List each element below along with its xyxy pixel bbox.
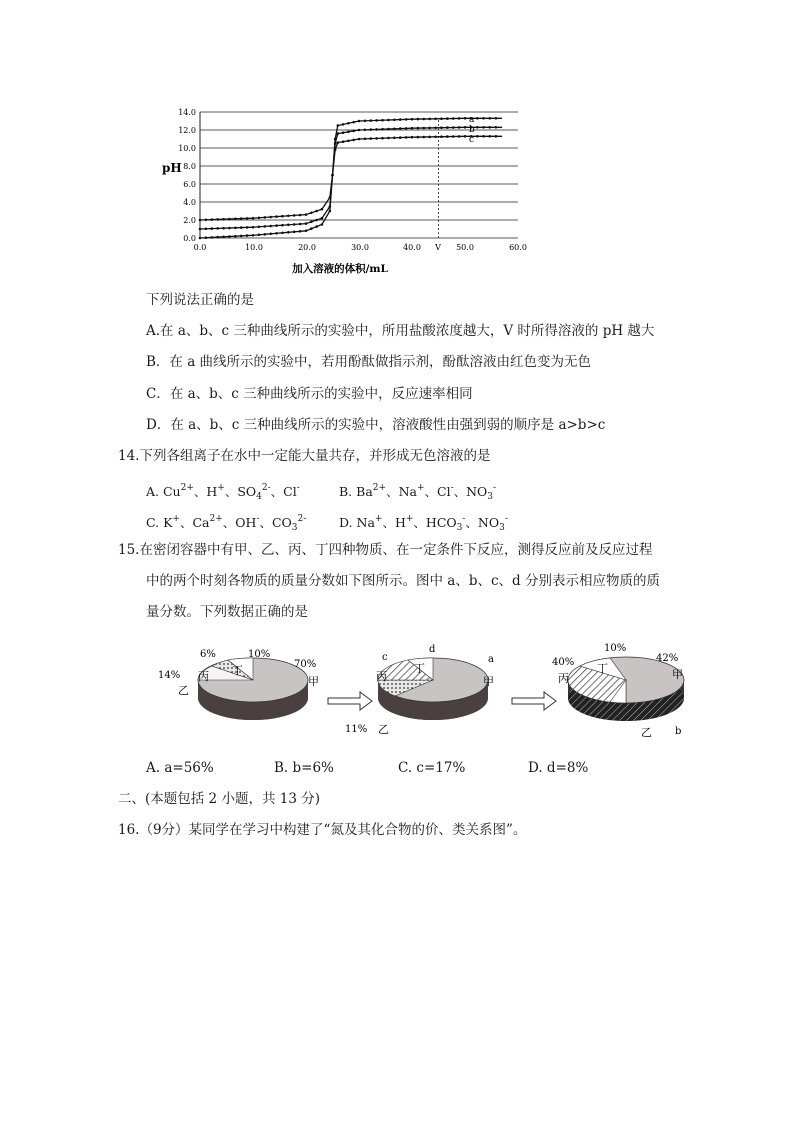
curve-b-point: [222, 227, 225, 230]
curve-b-point: [275, 224, 278, 227]
curve-c-point: [246, 217, 249, 220]
curve-b-point: [321, 217, 324, 220]
y-tick-label: 10.0: [178, 144, 196, 153]
curve-a-point: [199, 237, 202, 240]
curve-c-point: [275, 215, 278, 218]
curve-b-point: [281, 224, 284, 227]
pie1-label-ding: 丁: [232, 664, 243, 677]
curve-a-point: [446, 117, 449, 120]
curve-b-point: [263, 225, 266, 228]
curve-a-point: [417, 118, 420, 121]
curve-c-point: [364, 138, 367, 141]
y-tick-label: 4.0: [183, 198, 196, 207]
curve-a-point: [428, 118, 431, 121]
curve-a-point: [315, 225, 318, 228]
pie2-pct-yi: 11%: [345, 724, 368, 735]
curve-b-point: [199, 228, 202, 231]
curve-b-point: [393, 128, 396, 131]
curve-a-point: [352, 121, 355, 124]
curve-c-point: [393, 137, 396, 140]
curve-c-point: [387, 137, 390, 140]
pie2-label-a: a: [488, 654, 494, 665]
curve-a-point: [364, 120, 367, 123]
x-tick-label: 10.0: [245, 243, 263, 252]
curve-a-point: [205, 236, 208, 239]
curve-a-point: [216, 236, 219, 239]
curve-b-point: [440, 126, 443, 129]
curve-c-point: [287, 215, 290, 218]
q14-option-d: D. Na+、H+、$HCO_3^-$、$NO_3^-$: [339, 514, 508, 533]
curve-b-point: [464, 126, 467, 129]
pie2-label-d: d: [429, 644, 436, 655]
chart-curves: [199, 117, 502, 239]
x-tick-label: 60.0: [509, 243, 527, 252]
curve-a-point: [482, 117, 485, 120]
q15-option-c: C. c=17%: [398, 760, 466, 776]
curve-a-point: [299, 230, 302, 233]
q15-stem-line3: 量分数。下列数据正确的是: [146, 604, 308, 620]
curve-c-point: [347, 140, 350, 143]
curve-a-point: [387, 119, 390, 122]
curve-a-point: [287, 231, 290, 234]
q14-option-a: A. $Cu^{2+}$、H+、$SO_4^{2-}$、Cl-: [146, 483, 300, 502]
pie-3: [552, 643, 684, 739]
curve-a-point: [228, 235, 231, 238]
curve-a-point: [275, 232, 278, 235]
pie3-label-ding: 丁: [597, 662, 608, 675]
curve-b-point: [381, 128, 384, 131]
q13-stem: 下列说法正确的是: [146, 292, 254, 308]
curve-a-point: [321, 223, 324, 226]
curve-b-point: [375, 128, 378, 131]
pie1-pct-bing: 6%: [200, 649, 216, 660]
curve-c-point: [210, 218, 213, 221]
curve-b-point: [434, 127, 437, 130]
curve-a-point: [240, 235, 243, 238]
curve-c-point: [228, 218, 231, 221]
curve-b-point: [364, 129, 367, 132]
curve-b-point: [228, 227, 231, 230]
curve-b-point: [315, 219, 318, 222]
curve-b-point: [458, 126, 461, 129]
curve-c-point: [205, 219, 208, 222]
pie-charts-figure: [150, 638, 700, 750]
curve-b-point: [246, 226, 249, 229]
pie2-label-ding: 丁: [414, 662, 425, 675]
pie1-pct-yi: 14%: [158, 670, 181, 681]
curve-c-point: [352, 139, 355, 142]
q16-stem: 16.（9分）某同学在学习中构建了“氮及其化合物的价、类关系图”。: [118, 822, 527, 838]
curve-a-point: [246, 234, 249, 237]
curve-b-point: [240, 226, 243, 229]
x-axis-label: 加入溶液的体积/mL: [292, 263, 388, 275]
curve-c-point: [488, 135, 491, 138]
q15-stem-line2: 中的两个时刻各物质的质量分数如下图所示。图中 a、b、c、d 分别表示相应物质的质: [146, 573, 660, 589]
curve-b-point: [342, 131, 345, 134]
curve-c-point: [381, 137, 384, 140]
curve-c-point: [495, 135, 498, 138]
curve-a-point: [434, 118, 437, 121]
curve-a-point: [358, 120, 361, 123]
pie2-label-yi: 乙: [378, 723, 389, 736]
v-marker-label: V: [435, 243, 441, 252]
q15-option-b: B. b=6%: [274, 760, 334, 776]
section-2-heading: 二、(本题包括 2 小题，共 13 分): [118, 791, 320, 807]
curve-c-point: [434, 136, 437, 139]
curve-a-point: [263, 233, 266, 236]
curve-c-point: [321, 208, 324, 211]
q14-option-c: C. K+、$Ca^{2+}$、OH-、$CO_3^{2-}$: [146, 514, 307, 533]
q14-stem: 14.下列各组离子在水中一定能大量共存，并形成无色溶液的是: [118, 448, 491, 464]
q15-option-a: A. a=56%: [146, 760, 214, 776]
curve-b-point: [287, 224, 290, 227]
curve-b-point: [310, 221, 313, 224]
q14-option-b: B. $Ba^{2+}$、Na+、Cl-、$NO_3^-$: [339, 483, 497, 502]
y-tick-label: 8.0: [183, 162, 196, 171]
pie3-pct-bing: 40%: [552, 657, 575, 668]
curve-c-point: [422, 136, 425, 139]
curve-c-point: [342, 140, 345, 143]
curve-a-point: [452, 117, 455, 120]
curve-c-point: [240, 217, 243, 220]
curve-c-point: [375, 137, 378, 140]
curve-b-point: [269, 225, 272, 228]
curve-b-point: [210, 227, 213, 230]
curve-label-b: b: [469, 125, 475, 135]
x-tick-label: 30.0: [351, 243, 369, 252]
curve-a-point: [281, 232, 284, 235]
pie2-label-jia: 甲: [483, 675, 494, 688]
curve-b-point: [399, 127, 402, 130]
curve-b-point: [329, 205, 332, 208]
curve-c-point: [281, 215, 284, 218]
curve-a-point: [234, 235, 237, 238]
curve-a-point: [337, 124, 340, 127]
x-tick-label: 50.0: [456, 243, 474, 252]
curve-c-point: [269, 216, 272, 219]
x-tick-label: 40.0: [403, 243, 421, 252]
pie1-label-yi: 乙: [178, 684, 189, 697]
y-tick-label: 12.0: [178, 126, 196, 135]
pie3-pct-ding: 10%: [604, 643, 627, 654]
pie3-label-bing: 丙: [558, 672, 569, 685]
curve-b-point: [347, 131, 350, 134]
arrow-2: [512, 692, 556, 710]
curve-a-point: [305, 230, 308, 233]
x-tick-label: 0.0: [193, 243, 207, 252]
curve-c-point: [458, 135, 461, 138]
curve-b-point: [337, 132, 340, 135]
curve-c-point: [464, 135, 467, 138]
curve-a-point: [369, 119, 372, 122]
y-tick-label: 0.0: [183, 234, 196, 243]
curve-a-point: [381, 119, 384, 122]
q13-option-c: C．在 a、b、c 三种曲线所示的实验中，反应速率相同: [146, 386, 473, 402]
curve-c-point: [252, 217, 255, 220]
curve-b-point: [488, 126, 491, 129]
curve-a-point: [488, 117, 491, 120]
curve-b-point: [476, 126, 479, 129]
curve-c-point: [293, 214, 296, 217]
pie1-pct-jia: 70%: [294, 659, 317, 670]
curve-a-point: [342, 123, 345, 126]
curve-c-point: [428, 136, 431, 139]
q15-stem-line1: 15.在密闭容器中有甲、乙、丙、丁四种物质、在一定条件下反应，测得反应前及反应过程: [118, 542, 653, 558]
curve-c-point: [258, 217, 261, 220]
curve-b-point: [258, 226, 261, 229]
curve-b-point: [299, 223, 302, 226]
curve-b-point: [334, 142, 337, 145]
x-tick-label: 20.0: [298, 243, 316, 252]
curve-c-point: [234, 218, 237, 221]
curve-a-point: [411, 118, 414, 121]
curve-b-point: [411, 127, 414, 130]
curve-a-point: [495, 117, 498, 120]
curve-c-point: [417, 136, 420, 139]
curve-c-point: [482, 135, 485, 138]
curve-a-point: [347, 122, 350, 125]
pie2-label-c: c: [382, 652, 388, 663]
curve-a-point: [440, 117, 443, 120]
q13-option-a: A.在 a、b、c 三种曲线所示的实验中，所用盐酸浓度越大，V 时所得溶液的 pH 越大: [146, 323, 655, 339]
curve-b-point: [234, 227, 237, 230]
curve-a-point: [399, 118, 402, 121]
curve-c-point: [263, 216, 266, 219]
curve-b-point: [452, 126, 455, 129]
pie-2: [345, 644, 494, 736]
curve-a-point: [222, 236, 225, 239]
curve-a-point: [293, 231, 296, 234]
curve-c-point: [337, 141, 340, 144]
curve-c-point: [452, 135, 455, 138]
curve-a-point: [210, 236, 213, 239]
curve-c-point: [315, 210, 318, 213]
pie3-label-yi: 乙: [641, 726, 652, 739]
curve-c-point: [216, 218, 219, 221]
curve-b-point: [293, 223, 296, 226]
y-tick-label: 6.0: [183, 180, 196, 189]
curve-c-point: [310, 212, 313, 215]
curve-a-point: [422, 118, 425, 121]
q13-option-b: B．在 a 曲线所示的实验中，若用酚酞做指示剂，酚酞溶液由红色变为无色: [146, 354, 592, 370]
curve-b-point: [252, 226, 255, 229]
curve-c-point: [399, 136, 402, 139]
pie2-label-bing: 丙: [376, 670, 387, 683]
curve-a-point: [258, 234, 261, 237]
curve-a-point: [310, 227, 313, 230]
curve-label-a: a: [469, 115, 475, 125]
curve-b-point: [495, 126, 498, 129]
curve-c-point: [440, 135, 443, 138]
pie3-pct-jia: 42%: [656, 653, 679, 664]
curve-b-point: [387, 128, 390, 131]
pie1-label-bing: 丙: [198, 670, 209, 683]
curve-b-point: [352, 130, 355, 133]
titration-chart: [150, 100, 540, 280]
curve-c-point: [411, 136, 414, 139]
curve-c-point: [331, 174, 334, 177]
arrow-1: [328, 692, 372, 710]
curve-c-point: [299, 214, 302, 217]
curve-c-point: [358, 138, 361, 141]
curve-b-point: [405, 127, 408, 130]
curve-b-point: [205, 228, 208, 231]
curve-b-point: [417, 127, 420, 130]
curve-c-point: [222, 218, 225, 221]
curve-label-c: c: [469, 135, 475, 145]
curve-c-point: [405, 136, 408, 139]
curve-a-point: [405, 118, 408, 121]
curve-c-point: [334, 149, 337, 152]
curve-a-point: [269, 233, 272, 236]
q13-option-d: D．在 a、b、c 三种曲线所示的实验中，溶液酸性由强到弱的顺序是 a>b>c: [146, 417, 606, 433]
curve-c-point: [369, 137, 372, 140]
curve-c-point: [476, 135, 479, 138]
curve-b-point: [369, 128, 372, 131]
pie3-label-jia: 甲: [672, 668, 683, 681]
curve-c-point: [305, 213, 308, 216]
curve-b-point: [216, 227, 219, 230]
y-tick-label: 14.0: [178, 108, 196, 117]
curve-a-point: [476, 117, 479, 120]
q15-option-d: D. d=8%: [528, 760, 589, 776]
curve-a-point: [252, 234, 255, 237]
pie3-label-b: b: [675, 726, 682, 737]
curve-a-point: [464, 117, 467, 120]
curve-b-point: [446, 126, 449, 129]
curve-b-point: [358, 129, 361, 132]
curve-a-point: [329, 210, 332, 213]
curve-b-point: [422, 127, 425, 130]
pie-1: [158, 649, 319, 720]
curve-c-point: [199, 219, 202, 222]
curve-b-point: [428, 127, 431, 130]
pie1-pct-ding: 10%: [248, 649, 271, 660]
curve-c-point: [329, 196, 332, 199]
y-tick-label: 2.0: [183, 216, 196, 225]
curve-a-point: [393, 119, 396, 122]
y-axis-label: pH: [162, 161, 182, 175]
pie1-label-jia: 甲: [308, 675, 319, 688]
curve-a-point: [375, 119, 378, 122]
curve-b: [200, 127, 502, 229]
curve-a-point: [458, 117, 461, 120]
curve-c: [200, 136, 502, 220]
curve-b-point: [305, 222, 308, 225]
curve-c-point: [446, 135, 449, 138]
curve-b-point: [482, 126, 485, 129]
